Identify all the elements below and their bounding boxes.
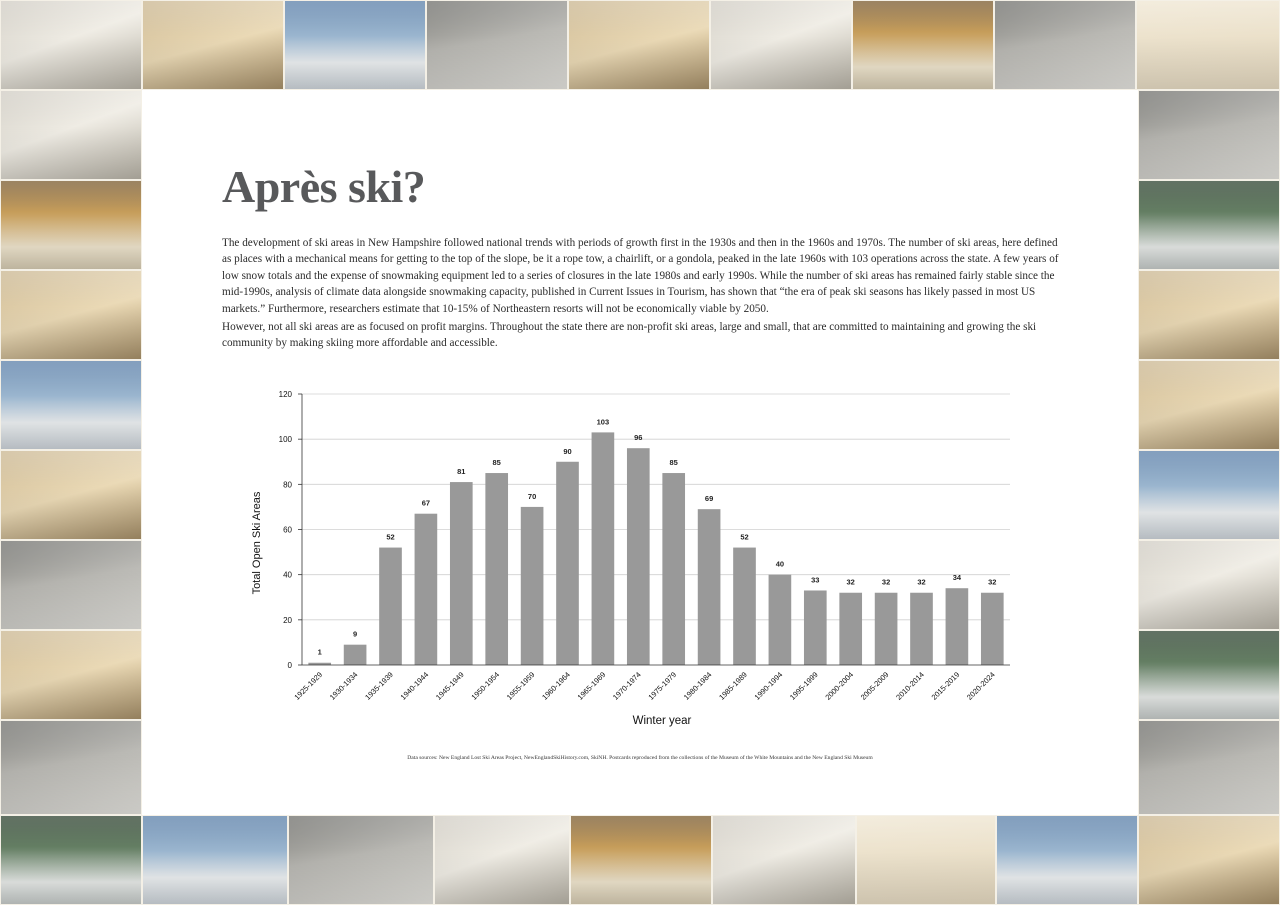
bar xyxy=(485,473,508,665)
y-tick-label: 120 xyxy=(278,390,292,399)
bar xyxy=(981,593,1004,665)
bar xyxy=(627,448,650,665)
bar-data-label: 32 xyxy=(917,577,926,587)
bar xyxy=(804,590,827,665)
bar xyxy=(415,514,438,665)
x-tick-label: 1970-1974 xyxy=(610,670,643,702)
bar-data-label: 96 xyxy=(634,433,643,443)
y-tick-label: 40 xyxy=(283,570,292,580)
bar xyxy=(875,593,898,665)
y-tick-label: 0 xyxy=(287,661,292,670)
intro-paragraph: The development of ski areas in New Hampshire followed national trends with periods of growth first in the 1930s and then in the 1960s and 1970s. The number of ski areas, here defined as places with a mechanical means for getting to the top of the slope, be it a rope tow, a chairlift, or a gondola, peaked in the late 1960s with 103 operations across the state. A few years of low snow totals and the expense of snowmaking equipment led to a series of closures in the late 1980s and early 1990s. While the number of ski areas has remained fairly stable since the mid-1990s, analysis of climate data alongside snowmaking capacity, published in Current Issues in Tourism, has shown that “the era of peak ski seasons has likely passed in most US markets.” Furthermore, researchers estimate that 10-15% of Northeastern resorts will not be economically viable by 2050. xyxy=(222,237,1059,315)
x-tick-label: 2010-2014 xyxy=(894,670,926,702)
x-tick-label: 1935-1939 xyxy=(363,670,395,702)
y-tick-label: 20 xyxy=(283,615,292,625)
bar-data-label: 33 xyxy=(811,575,820,585)
bar xyxy=(344,645,367,665)
bar xyxy=(733,548,756,665)
x-tick-label: 1965-1969 xyxy=(575,670,608,702)
x-tick-label: 2005-2009 xyxy=(858,670,891,702)
bar-data-label: 70 xyxy=(527,491,537,501)
data-source-note: Data sources: New England Lost Ski Areas Project, NewEnglandSkiHistory.com, SkiNH. Postcards reproduced from the collections of the Museum of the White Mountains and the New England Ski Museum xyxy=(407,755,873,761)
x-tick-label: 1985-1989 xyxy=(717,670,749,702)
nonprofit-paragraph: However, not all ski areas are as focused on profit margins. Throughout the state there are non-profit ski areas, large and small, that are committed to maintaining and growing the ski community by making skiing more affordable and accessible. xyxy=(222,321,1037,350)
bar-data-label: 67 xyxy=(421,498,431,508)
x-tick-label: 1975-1979 xyxy=(646,670,679,702)
bar xyxy=(379,548,402,665)
bar-data-label: 85 xyxy=(669,458,678,468)
x-tick-label: 1990-1994 xyxy=(752,670,785,702)
bar-data-label: 1 xyxy=(317,647,322,657)
x-tick-label: 1940-1944 xyxy=(398,670,431,702)
bar-data-label: 52 xyxy=(386,532,395,542)
bar xyxy=(698,509,721,665)
x-tick-label: 1925-1929 xyxy=(292,670,325,702)
bar-data-label: 52 xyxy=(740,532,749,542)
bar xyxy=(946,588,969,665)
x-tick-label: 2000-2004 xyxy=(823,670,856,702)
x-tick-label: 1960-1964 xyxy=(540,670,572,702)
bar xyxy=(592,432,615,665)
bar-data-label: 103 xyxy=(596,417,610,427)
x-tick-label: 2015-2019 xyxy=(929,670,962,702)
bar-data-label: 9 xyxy=(353,629,358,639)
y-axis-title: Total Open Ski Areas xyxy=(251,491,263,595)
x-tick-label: 1980-1984 xyxy=(681,670,714,702)
bar-data-label: 90 xyxy=(563,446,572,456)
y-tick-label: 80 xyxy=(283,480,292,490)
bar-data-label: 32 xyxy=(846,577,855,587)
bar-data-label: 69 xyxy=(704,494,714,504)
bar-data-label: 34 xyxy=(952,573,962,583)
bar xyxy=(521,507,544,665)
bar xyxy=(910,593,933,665)
x-tick-label: 1955-1959 xyxy=(504,670,537,702)
bar-data-label: 40 xyxy=(775,559,785,569)
x-axis-title: Winter year xyxy=(632,715,692,727)
bar-data-label: 85 xyxy=(492,458,501,468)
bar-data-label: 32 xyxy=(881,577,891,587)
bar-data-label: 32 xyxy=(988,577,997,587)
bar xyxy=(556,462,579,665)
bar-data-label: 81 xyxy=(457,467,466,477)
x-tick-label: 1950-1954 xyxy=(469,670,502,702)
bar xyxy=(662,473,685,665)
bar xyxy=(450,482,473,665)
x-tick-label: 1995-1999 xyxy=(787,670,820,702)
x-tick-label: 2020-2024 xyxy=(964,670,997,702)
x-tick-label: 1945-1949 xyxy=(433,670,466,702)
x-tick-label: 1930-1934 xyxy=(327,670,360,702)
bar xyxy=(839,593,862,665)
y-tick-label: 60 xyxy=(283,525,292,535)
bar xyxy=(769,575,792,665)
page-title: Après ski? xyxy=(222,161,426,212)
y-tick-label: 100 xyxy=(278,435,292,445)
